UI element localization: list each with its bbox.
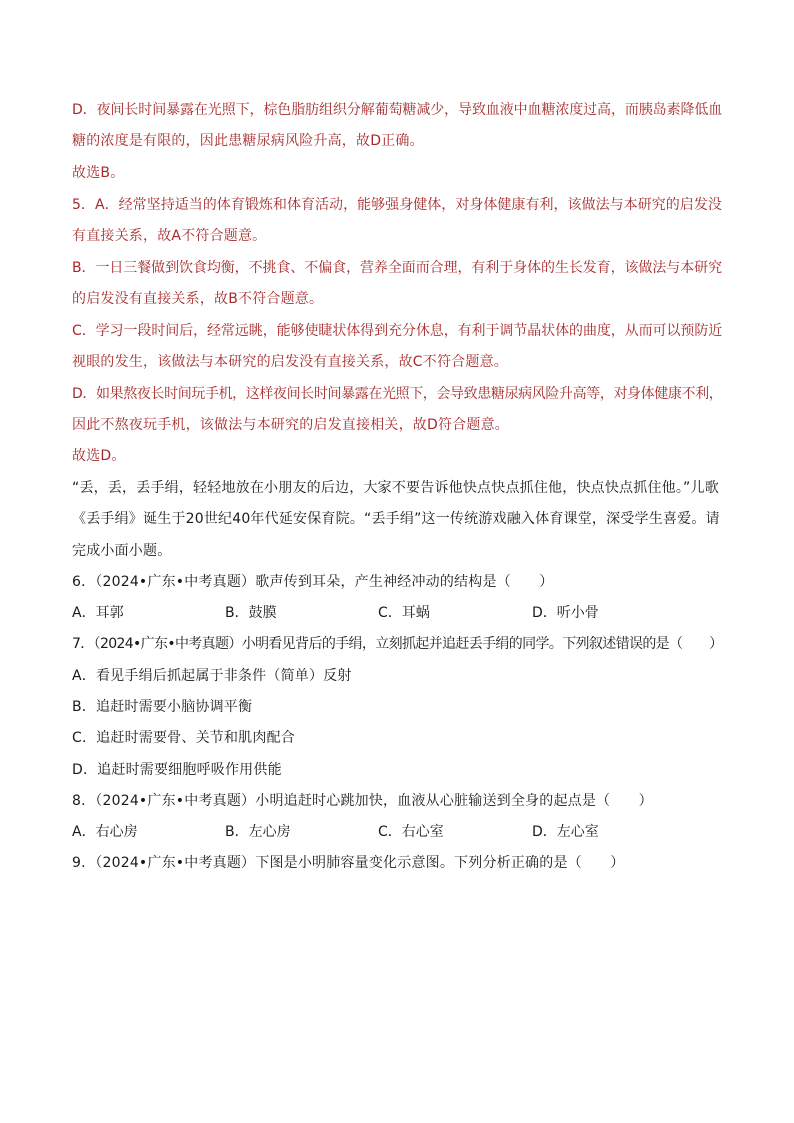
question-6-option-b: B．鼓膜	[225, 605, 277, 621]
answer-q5-d-line1: D．如果熬夜长时间玩手机，这样夜间长时间暴露在光照下，会导致患糖尿病风险升高等，对身体健康不利，	[72, 386, 723, 402]
answer-q4-d-line2: 糖的浓度是有限的，因此患糖尿病风险升高，故D正确。	[72, 133, 424, 149]
question-8-stem: 8．（2024•广东•中考真题）小明追赶时心跳加快，血液从心脏输送到全身的起点是（ ）	[72, 793, 653, 809]
question-6-option-c: C．耳蜗	[378, 605, 430, 621]
question-7-option-b: B．追赶时需要小脑协调平衡	[72, 699, 253, 715]
question-8-option-d: D．左心室	[532, 824, 599, 840]
answer-q5-a-line2: 有直接关系，故A不符合题意。	[72, 228, 267, 244]
answer-q4-d-line1: D．夜间长时间暴露在光照下，棕色脂肪组织分解葡萄糖减少，导致血液中血糖浓度过高，而胰岛素降低血	[72, 102, 723, 118]
answer-q5-c-line2: 视眼的发生，该做法与本研究的启发没有直接关系，故C不符合题意。	[72, 354, 508, 370]
question-7-option-a: A．看见手绢后抓起属于非条件（简单）反射	[72, 668, 352, 684]
question-6-option-a: A．耳郭	[72, 605, 124, 621]
answer-q5-c-line1: C．学习一段时间后，经常远眺，能够使睫状体得到充分休息，有利于调节晶状体的曲度，从而可以预防近	[72, 323, 723, 339]
question-9-stem: 9．（2024•广东•中考真题）下图是小明肺容量变化示意图。下列分析正确的是（ ）	[72, 855, 625, 871]
answer-q5-a-line1: 5．A．经常坚持适当的体育锻炼和体育活动，能够强身健体，对身体健康有利，该做法与本研究的启发没	[72, 197, 722, 213]
answer-q5-d-line2: 因此不熬夜玩手机，该做法与本研究的启发直接相关，故D符合题意。	[72, 417, 509, 433]
intro-line2: 《丢手绢》诞生于20世纪40年代延安保育院。“丢手绢”这一传统游戏融入体育课堂，深受学生喜爱。请	[72, 511, 720, 527]
question-8-option-c: C．右心室	[378, 824, 444, 840]
answer-q4-choice: 故选B。	[72, 165, 125, 181]
question-8-option-a: A．右心房	[72, 824, 138, 840]
answer-q5-choice: 故选D。	[72, 448, 126, 464]
question-7-option-c: C．追赶时需要骨、关节和肌肉配合	[72, 730, 295, 746]
question-6-stem: 6．（2024•广东•中考真题）歌声传到耳朵，产生神经冲动的结构是（ ）	[72, 574, 554, 590]
question-7-option-d: D．追赶时需要细胞呼吸作用供能	[72, 762, 282, 778]
intro-line1: “丢，丢，丢手绢，轻轻地放在小朋友的后边，大家不要告诉他快点快点抓住他，快点快点抓住他。”儿歌	[72, 480, 719, 496]
question-8-option-b: B．左心房	[225, 824, 291, 840]
answer-q5-b-line2: 的启发没有直接关系，故B不符合题意。	[72, 291, 324, 307]
question-7-stem: 7．（2024•广东•中考真题）小明看见背后的手绢，立刻抓起并追赶丢手绢的同学。下列叙述错误的是（ ）	[72, 636, 723, 652]
question-6-option-d: D．听小骨	[532, 605, 599, 621]
intro-line3: 完成小面小题。	[72, 543, 172, 559]
answer-q5-b-line1: B．一日三餐做到饮食均衡，不挑食、不偏食，营养全面而合理，有利于身体的生长发育，该做法与本研究	[72, 260, 723, 276]
